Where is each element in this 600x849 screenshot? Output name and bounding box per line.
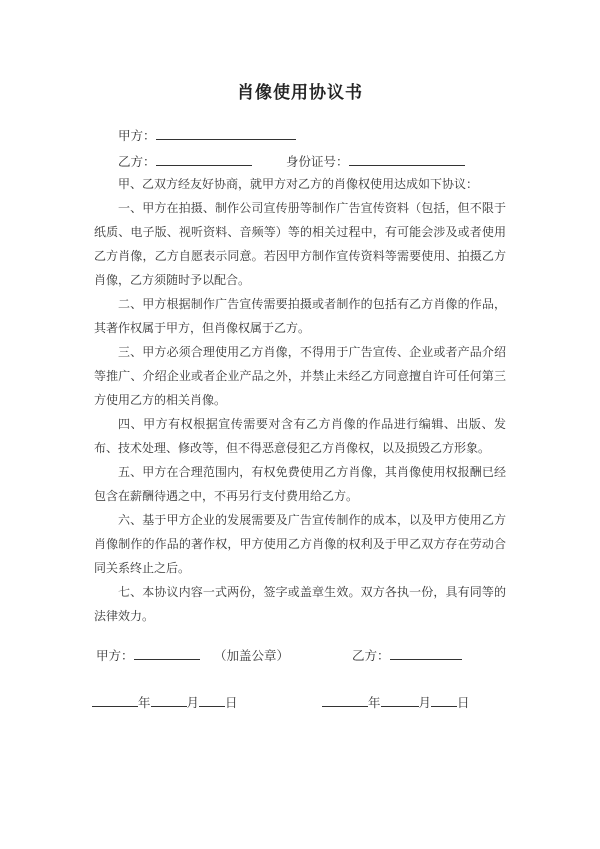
signature-party-a-label: 甲方：: [96, 648, 134, 663]
id-number-field: [286, 152, 465, 170]
signature-party-a: [96, 646, 200, 664]
clause-6: 六、基于甲方企业的发展需要及广告宣传制作的成本，以及甲方使用乙方肖像制作的作品的著作权，甲方使用乙方肖像的权利及于甲乙双方存在劳动合同关系终止之后。: [94, 513, 506, 575]
party-a-blank[interactable]: [156, 127, 296, 140]
id-number-label: 身份证号：: [286, 154, 349, 169]
party-a-label: 甲方：: [118, 128, 156, 143]
date-b-year-blank[interactable]: [322, 694, 368, 707]
date-b-month-label: 月: [418, 695, 432, 710]
date-a-month-label: 月: [186, 695, 200, 710]
date-a-year-blank[interactable]: [92, 694, 138, 707]
clause-1: 一、甲方在拍摄、制作公司宣传册等制作广告宣传资料（包括，但不限于纸质、电子版、视听资料、音频等）等的相关过程中，有可能会涉及或者使用乙方肖像，乙方自愿表示同意。若因甲方制作宣传资料等需要使用、拍摄乙方肖像，乙方须随时予以配合。: [94, 201, 506, 287]
party-a-field: [118, 126, 296, 144]
clause-3: 三、甲方必须合理使用乙方肖像，不得用于广告宣传、企业或者产品介绍等推广、介绍企业或者企业产品之外，并禁止未经乙方同意擅自许可任何第三方使用乙方的相关肖像。: [94, 345, 506, 407]
signature-party-b-blank[interactable]: [390, 647, 462, 660]
date-party-a: [92, 693, 238, 711]
seal-note: （加盖公章）: [214, 648, 290, 663]
date-b-day-blank[interactable]: [431, 694, 457, 707]
date-b-month-blank[interactable]: [381, 694, 419, 707]
document-title: 肖像使用协议书: [237, 83, 363, 103]
date-a-month-blank[interactable]: [151, 694, 187, 707]
clause-2: 二、甲方根据制作广告宣传需要拍摄或者制作的包括有乙方肖像的作品，其著作权属于甲方，但肖像权属于乙方。: [94, 297, 506, 335]
party-b-label: 乙方：: [118, 154, 156, 169]
date-a-day-blank[interactable]: [199, 694, 225, 707]
id-number-blank[interactable]: [349, 153, 465, 166]
date-a-year-label: 年: [138, 695, 151, 710]
signature-party-b-label: 乙方：: [352, 648, 390, 663]
party-b-field: [118, 152, 252, 170]
date-party-b: [322, 693, 470, 711]
signature-party-b: [352, 646, 462, 664]
signature-party-a-blank[interactable]: [134, 647, 200, 660]
date-b-year-label: 年: [368, 695, 381, 710]
clause-4: 四、甲方有权根据宣传需要对含有乙方肖像的作品进行编辑、出版、发布、技术处理、修改等，但不得恶意侵犯乙方肖像权，以及损毁乙方形象。: [94, 417, 506, 455]
intro-paragraph: 甲、乙双方经友好协商，就甲方对乙方的肖像权使用达成如下协议：: [118, 177, 479, 191]
date-b-day-label: 日: [457, 695, 470, 710]
clause-7: 七、本协议内容一式两份，签字或盖章生效。双方各执一份，具有同等的法律效力。: [94, 585, 506, 623]
clause-5: 五、甲方在合理范围内，有权免费使用乙方肖像，其肖像使用权报酬已经包含在薪酬待遇之中，不再另行支付费用给乙方。: [94, 465, 506, 503]
party-b-blank[interactable]: [156, 153, 252, 166]
date-a-day-label: 日: [225, 695, 238, 710]
